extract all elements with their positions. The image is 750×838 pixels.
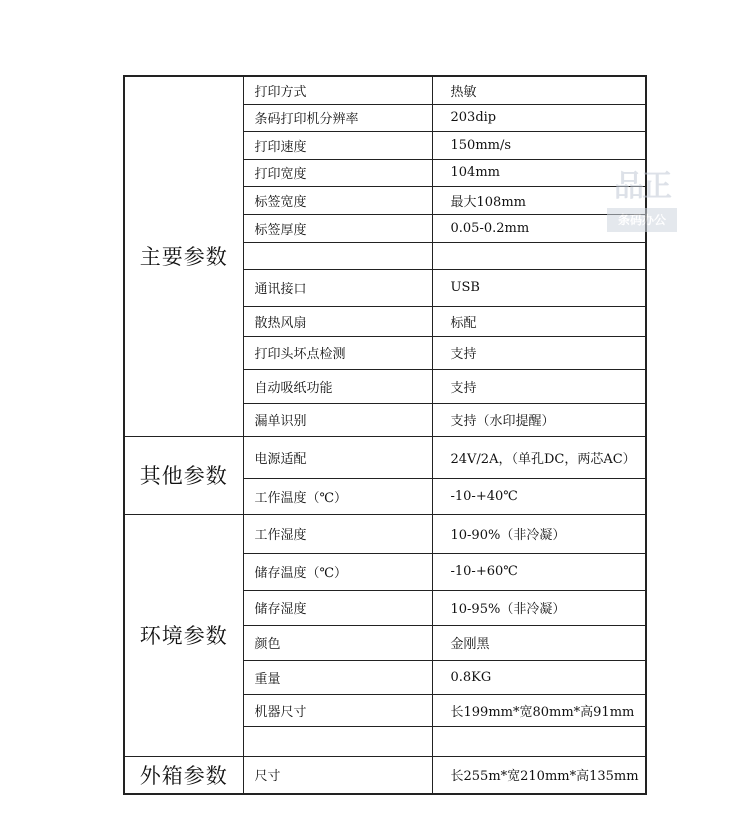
row-value: 长255m*宽210mm*高135mm [432,756,646,794]
row-label: 工作温度（℃） [243,478,432,514]
table-row [124,436,646,478]
category-other: 其他参数 [124,436,243,514]
row-value: 支持 [432,369,646,403]
row-label: 重量 [243,660,432,694]
row-label: 储存湿度 [243,590,432,625]
row-value: -10-+40℃ [432,478,646,514]
row-value: 最大108mm [432,186,646,214]
row-value: 0.05-0.2mm [432,214,646,242]
row-value: 长199mm*宽80mm*高91mm [432,694,646,726]
row-label: 散热风扇 [243,306,432,336]
category-box: 外箱参数 [124,756,243,794]
row-value: 104mm [432,159,646,186]
table-row [124,756,646,794]
row-label [243,726,432,756]
row-value: 热敏 [432,76,646,104]
row-value: 金刚黑 [432,625,646,660]
row-value: 10-95%（非冷凝） [432,590,646,625]
row-label: 标签宽度 [243,186,432,214]
table-row [124,514,646,553]
row-label: 工作湿度 [243,514,432,553]
row-label: 颜色 [243,625,432,660]
row-label: 储存温度（℃） [243,553,432,590]
row-value: 支持 [432,336,646,369]
row-value [432,242,646,269]
row-label: 机器尺寸 [243,694,432,726]
row-value: USB [432,269,646,306]
row-value: 支持（水印提醒） [432,403,646,436]
row-label: 打印速度 [243,131,432,159]
row-label: 标签厚度 [243,214,432,242]
row-label: 电源适配 [243,436,432,478]
row-value: 150mm/s [432,131,646,159]
row-label: 打印头坏点检测 [243,336,432,369]
spec-table [123,75,647,795]
category-main: 主要参数 [124,76,243,436]
row-label: 自动吸纸功能 [243,369,432,403]
row-label [243,242,432,269]
watermark-brand: 品正 [614,169,670,204]
row-value: 10-90%（非冷凝） [432,514,646,553]
row-value: 0.8KG [432,660,646,694]
row-value: 24V/2A，（单孔DC，两芯AC） [432,436,646,478]
watermark-tagline: 条码办公 [607,208,677,232]
category-env: 环境参数 [124,514,243,756]
row-label: 打印方式 [243,76,432,104]
row-label: 漏单识别 [243,403,432,436]
table-row [124,76,646,104]
row-value: -10-+60℃ [432,553,646,590]
row-value [432,726,646,756]
row-value: 标配 [432,306,646,336]
row-label: 条码打印机分辨率 [243,104,432,131]
row-value: 203dip [432,104,646,131]
row-label: 通讯接口 [243,269,432,306]
watermark-logo [607,168,677,236]
row-label: 尺寸 [243,756,432,794]
row-label: 打印宽度 [243,159,432,186]
